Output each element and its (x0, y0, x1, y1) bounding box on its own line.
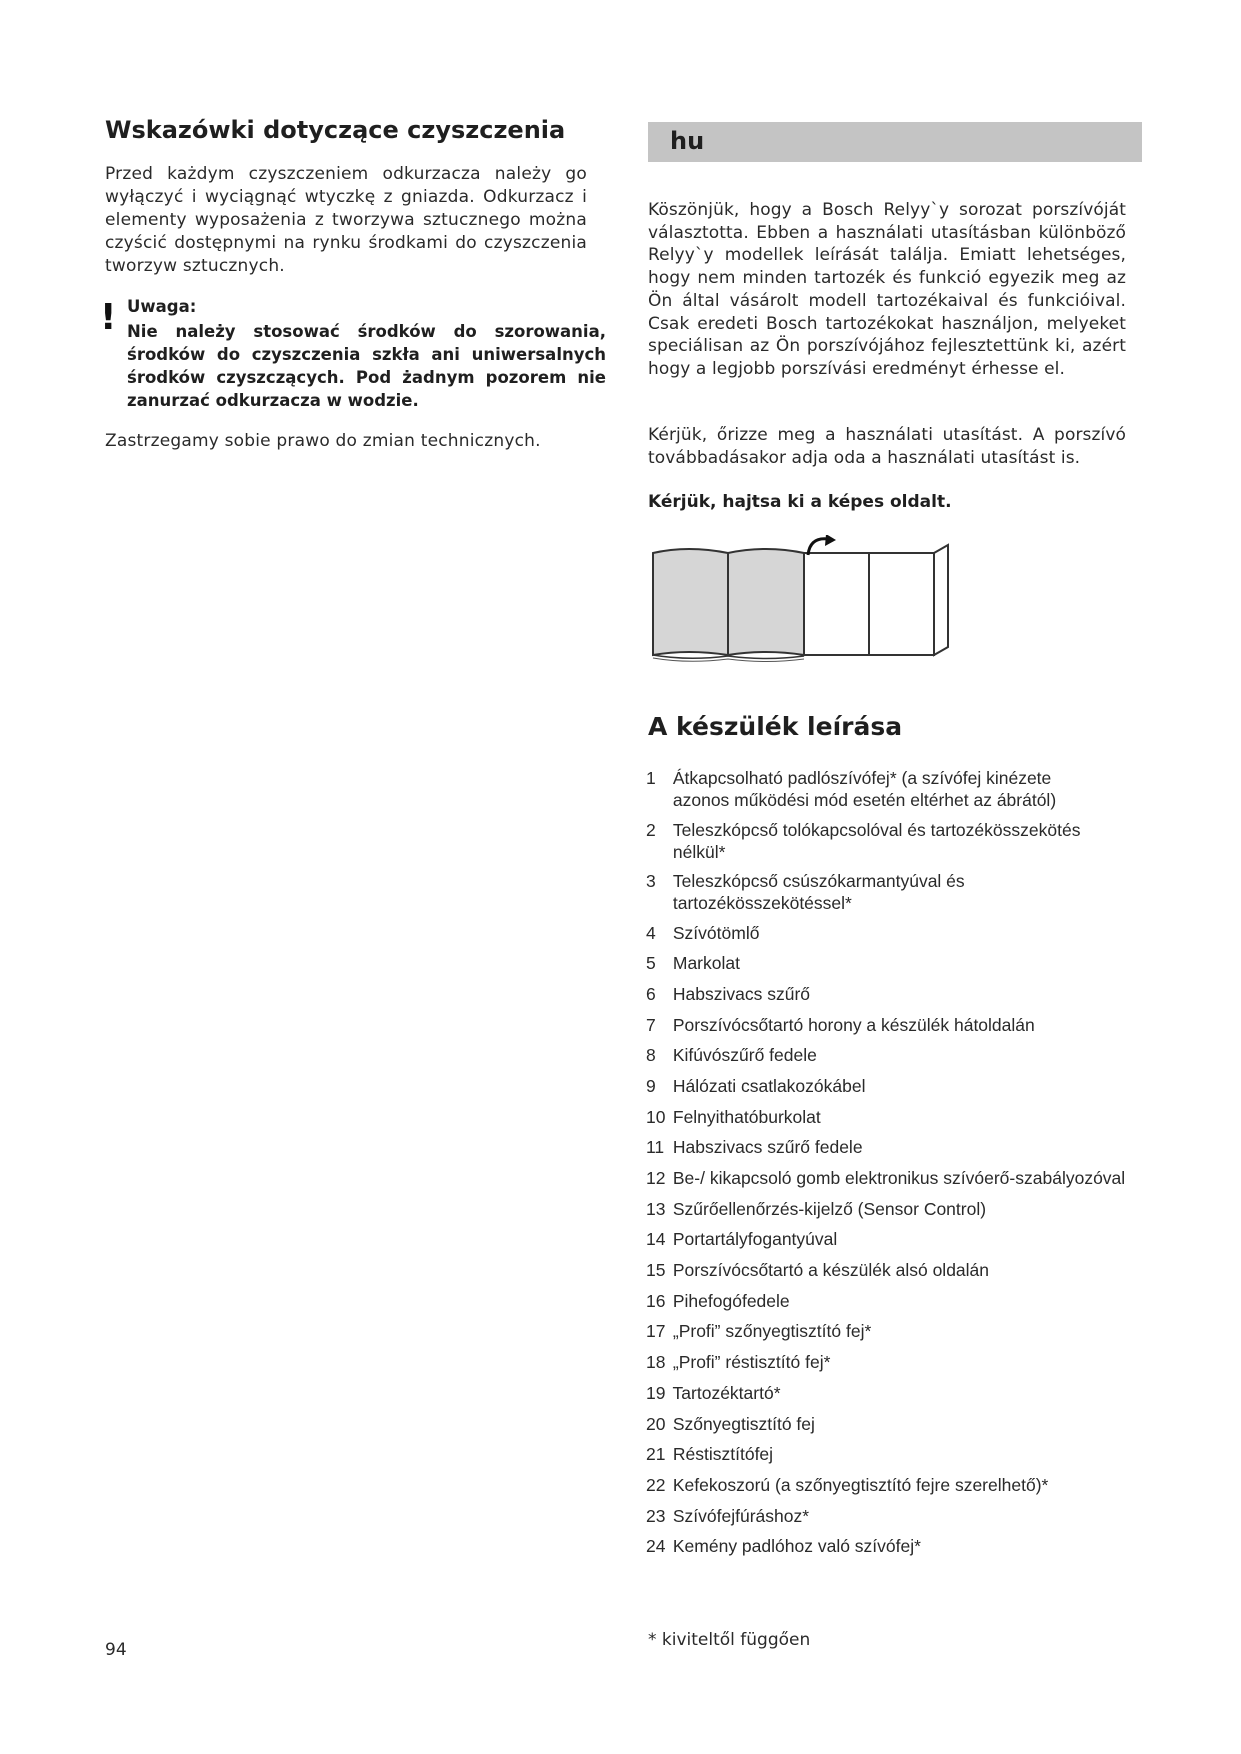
booklet-right-page (728, 549, 804, 655)
item-number: 6 (646, 983, 656, 1004)
foldout-panel-3 (934, 545, 948, 655)
item-text: Szívófejfúráshoz* (672, 1505, 810, 1526)
item-text: Kefekoszorú (a szőnyegtisztító fejre szerelhető)* (672, 1474, 1049, 1495)
item-number: 24 (646, 1536, 666, 1557)
list-item (646, 767, 1166, 819)
item-text: Habszivacs szűrő fedele (672, 1137, 863, 1158)
item-number: 8 (646, 1045, 656, 1066)
item-number: 4 (646, 922, 656, 943)
list-item (646, 952, 1166, 983)
intro-paragraph: Köszönjük, hogy a Bosch Relyy`y sorozat porszívóját választotta. Ebben a használati utasításban különböző Relyy`y modellek leírását találja. Emiatt lehetséges, hogy nem minden tartozék és funkció egyezik meg az Ön által vásárolt modell tartozékaival és funkcióival. Csak eredeti Bosch tartozékokat használjon, melyeket speciálisan az Ön porszívójához fejlesztettünk ki, azért hogy a legjobb porszívási eredményt érhesse el. (648, 200, 1126, 379)
list-item (646, 1198, 1166, 1229)
item-number: 7 (646, 1014, 656, 1035)
item-number: 10 (646, 1106, 666, 1127)
exclamation-icon: ! (100, 297, 117, 338)
page-number: 94 (105, 1640, 127, 1660)
list-item (646, 1413, 1166, 1444)
item-number: 13 (646, 1198, 666, 1219)
item-text: „Profi” szőnyegtisztító fej* (672, 1321, 872, 1342)
fold-out-page-illustration (648, 535, 958, 665)
item-text: Habszivacs szűrő (672, 983, 811, 1004)
item-number: 19 (646, 1382, 666, 1403)
item-text: Teleszkópcső csúszókarmantyúval és tartozékösszekötéssel* (672, 871, 965, 913)
item-text: Hálózati csatlakozókábel (672, 1075, 866, 1096)
list-item (646, 1259, 1166, 1290)
device-description-title: A készülék leírása (648, 712, 903, 741)
list-item (646, 1106, 1166, 1137)
list-item (646, 1075, 1166, 1106)
foldout-panel-1 (804, 553, 869, 655)
item-text: Kifúvószűrő fedele (672, 1045, 817, 1066)
item-text: Portartályfogantyúval (672, 1229, 838, 1250)
item-text: Kemény padlóhoz való szívófej* (672, 1536, 921, 1557)
language-code: hu (670, 127, 705, 155)
list-item (646, 983, 1166, 1014)
item-number: 2 (646, 819, 656, 840)
list-item (646, 819, 1166, 871)
list-item (646, 1014, 1166, 1045)
list-item (646, 1443, 1166, 1474)
item-text: Pihefogófedele (672, 1290, 790, 1311)
item-text: Markolat (672, 953, 740, 974)
list-item (646, 1505, 1166, 1536)
list-item (646, 1167, 1166, 1198)
booklet-left-page (653, 549, 728, 655)
item-number: 23 (646, 1505, 666, 1526)
foldout-panel-2 (869, 553, 934, 655)
cleaning-tips-title: Wskazówki dotyczące czyszczenia (105, 116, 566, 144)
item-number: 17 (646, 1321, 666, 1342)
item-number: 9 (646, 1075, 656, 1096)
item-text: Szűrőellenőrzés-kijelző (Sensor Control) (672, 1198, 987, 1219)
item-number: 14 (646, 1229, 666, 1250)
item-text: Átkapcsolható padlószívófej* (a szívófej kinézete azonos működési mód esetén eltérhet az ábrától) (672, 768, 1057, 810)
list-item (646, 1320, 1166, 1351)
list-item (646, 1044, 1166, 1075)
item-text: Réstisztítófej (672, 1444, 774, 1465)
list-item (646, 1228, 1166, 1259)
item-number: 11 (646, 1137, 665, 1158)
warning-text: Nie należy stosować środków do szorowania, środków do czyszczenia szkła ani uniwersalnych środków czyszczących. Pod żadnym pozorem nie zanurzać odkurzacza w wodzie. (127, 322, 606, 410)
item-number: 22 (646, 1474, 666, 1495)
fold-out-instruction: Kérjük, hajtsa ki a képes oldalt. (648, 492, 952, 512)
item-number: 3 (646, 871, 656, 891)
item-number: 16 (646, 1290, 666, 1311)
keep-manual-paragraph: Kérjük, őrizze meg a használati utasítást. A porszívó továbbadásakor adja oda a használati utasítást is. (648, 425, 1126, 468)
item-number: 20 (646, 1413, 666, 1434)
item-text: Be-/ kikapcsoló gomb elektronikus szívóerő-szabályozóval (672, 1168, 1126, 1188)
item-number: 15 (646, 1260, 666, 1281)
item-number: 12 (646, 1168, 666, 1188)
footnote: * kiviteltől függően (648, 1630, 811, 1650)
list-item (646, 870, 1166, 922)
list-item (646, 1351, 1166, 1382)
item-text: Teleszkópcső tolókapcsolóval és tartozékösszekötés nélkül* (672, 819, 1081, 862)
list-item (646, 1474, 1166, 1505)
warning-label: Uwaga: (127, 297, 197, 316)
technical-changes-note: Zastrzegamy sobie prawo do zmian technicznych. (105, 431, 541, 451)
item-number: 18 (646, 1352, 666, 1373)
list-item (646, 922, 1166, 953)
list-item (646, 1136, 1166, 1167)
item-text: „Profi” réstisztító fej* (672, 1352, 831, 1373)
item-text: Tartozéktartó* (672, 1382, 781, 1403)
list-item (646, 1290, 1166, 1321)
item-number: 5 (646, 953, 656, 974)
item-text: Szívótömlő (672, 922, 760, 943)
cleaning-tips-paragraph: Przed każdym czyszczeniem odkurzacza należy go wyłączyć i wyciągnąć wtyczkę z gniazda. Odkurzacz i elementy wyposażenia z tworzywa sztucznego można czyścić dostępnymi na rynku środkami do czyszczenia tworzyw sztucznych. (105, 164, 587, 276)
parts-list (646, 767, 1166, 1566)
list-item (646, 1535, 1166, 1566)
language-header-bar (648, 122, 1142, 162)
item-text: Porszívócsőtartó horony a készülék hátoldalán (672, 1014, 1035, 1035)
item-number: 1 (646, 768, 656, 788)
list-item (646, 1382, 1166, 1413)
item-text: Porszívócsőtartó a készülék alsó oldalán (672, 1260, 990, 1281)
item-text: Felnyithatóburkolat (672, 1106, 821, 1127)
item-text: Szőnyegtisztító fej (672, 1413, 815, 1434)
item-number: 21 (646, 1444, 666, 1465)
